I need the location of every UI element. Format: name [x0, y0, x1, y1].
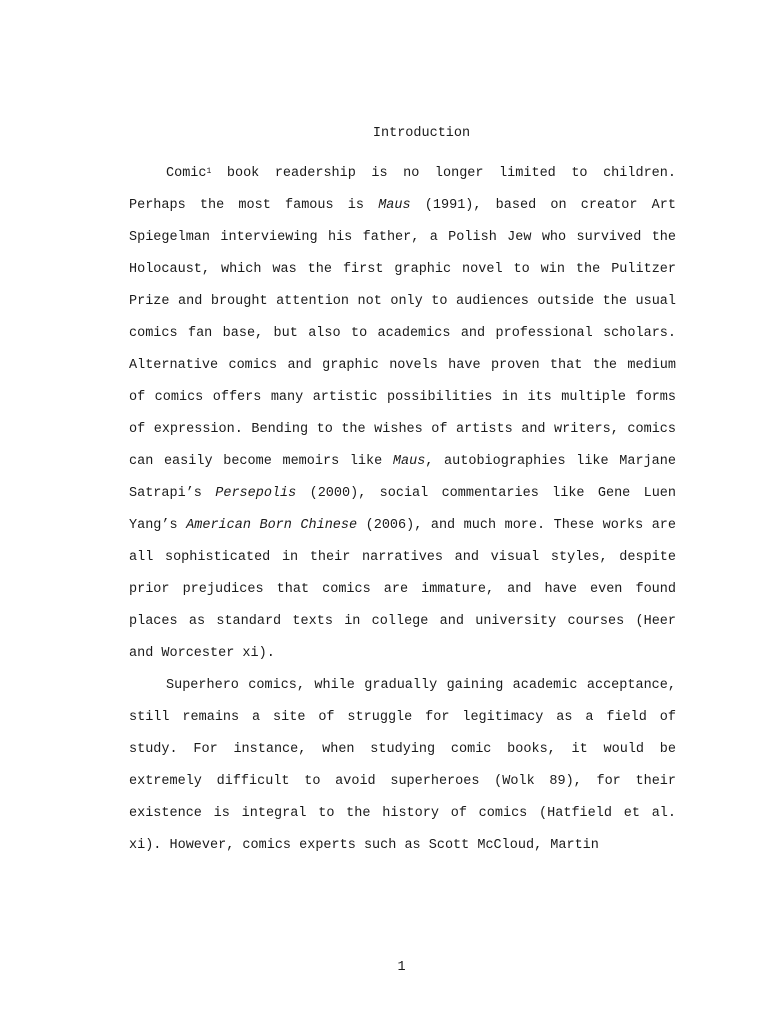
title-persepolis: Persepolis	[215, 486, 297, 501]
section-heading: Introduction	[372, 126, 471, 141]
title-maus: Maus	[378, 198, 411, 213]
p1-text-b: book readership is no longer limited to children. Perhaps the most famous is	[129, 166, 676, 213]
body-text	[129, 158, 676, 862]
p1-text-a: Comic	[166, 166, 207, 181]
title-american-born-chinese: American Born Chinese	[186, 518, 358, 533]
page-number: 1	[397, 960, 406, 975]
paragraph-1	[129, 158, 676, 670]
p1-text-e: (2000), social commentaries like Gene Luen Yang’s	[129, 486, 677, 533]
paragraph-2: Superhero comics, while gradually gaining academic acceptance, still remains a site of struggle for legitimacy as a field of study. For instance, when studying comic books, it would be extremely difficult to avoid superheroes (Wolk 89), for their existence is integral to the history of comics (Hatfield et al. xi). However, comics experts such as Scott McCloud, Martin	[129, 678, 676, 853]
p1-text-c: (1991), based on creator Art Spiegelman interviewing his father, a Polish Jew who survived the Holocaust, which was the first graphic novel to win the Pulitzer Prize and brought attention not only to audiences outside the usual comics fan base, but also to academics and professional scholars. Alternative comics and graphic novels have proven that the medium of comics offers many artistic possibilities in its multiple forms of expression. Bending to the wishes of artists and writers, comics can easily become memoirs like	[129, 198, 676, 469]
footnote-marker: 1	[206, 167, 212, 176]
p1-text-d: , autobiographies like Marjane Satrapi’s	[129, 454, 676, 501]
title-maus-2: Maus	[392, 454, 426, 469]
p1-text-f: (2006), and much more. These works are all sophisticated in their narratives and visual styles, despite prior prejudices that comics are immature, and have even found places as standard texts in college and university courses (Heer and Worcester xi).	[129, 518, 676, 661]
